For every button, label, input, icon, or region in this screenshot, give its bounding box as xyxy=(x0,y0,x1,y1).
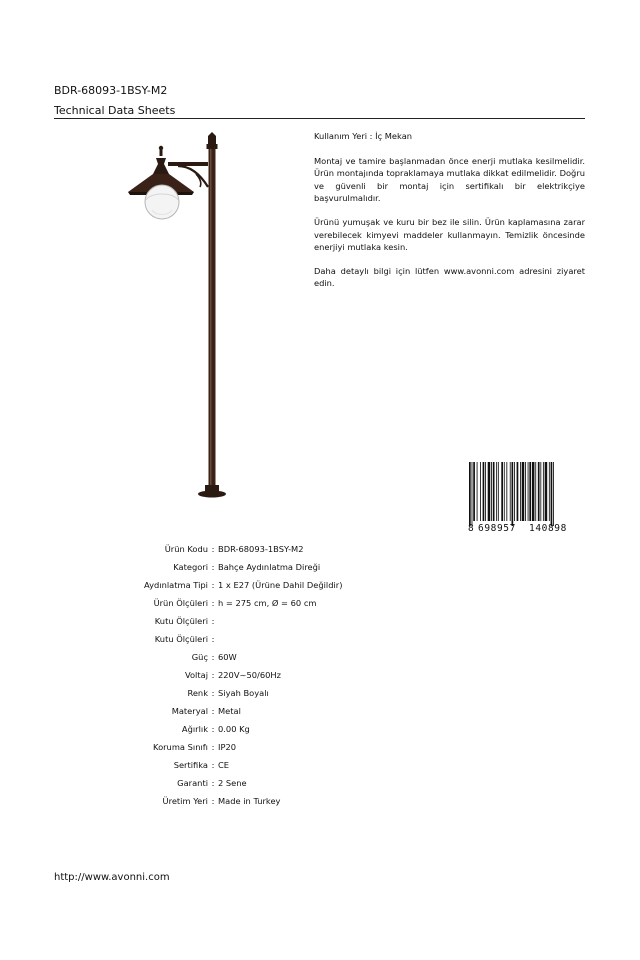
spec-label: Kategori xyxy=(173,562,208,572)
spec-label: Garanti xyxy=(177,778,208,788)
spec-row-category xyxy=(60,562,342,580)
spec-separator: : xyxy=(211,796,215,806)
spec-label: Ürün Ölçüleri xyxy=(153,598,208,608)
barcode-bar xyxy=(551,462,553,526)
barcode-bar xyxy=(512,462,514,526)
safety-paragraph: Montaj ve tamire başlanmadan önce enerji mutlaka kesilmelidir. Ürün montajında topraklamaya mutlaka dikkat edilmelidir. Doğru ve güvenli bir montaj için sertifikalı bir elektrikçiye başvurulmalıdır. xyxy=(314,155,585,204)
barcode-bar xyxy=(472,462,473,526)
barcode-bar xyxy=(510,462,511,521)
spec-label: Aydınlatma Tipi xyxy=(144,580,208,590)
spec-separator: : xyxy=(211,616,215,626)
spec-label: Kutu Ölçüleri xyxy=(154,634,208,644)
barcode-bar xyxy=(514,462,515,521)
header-divider xyxy=(54,118,585,119)
spec-value: 0.00 Kg xyxy=(218,724,250,734)
spec-row-protection-class xyxy=(60,742,342,760)
spec-row-product-code xyxy=(60,544,342,562)
barcode-bar xyxy=(529,462,531,521)
barcode-bar xyxy=(528,462,529,521)
barcode-bar xyxy=(498,462,499,521)
barcode-bars xyxy=(469,462,554,526)
spec-separator: : xyxy=(211,742,215,752)
spec-value: 1 x E27 (Ürüne Dahil Değildir) xyxy=(218,580,343,590)
barcode-bar xyxy=(553,462,554,526)
spec-row-power xyxy=(60,652,342,670)
cleaning-paragraph: Ürünü yumuşak ve kuru bir bez ile silin. Ürün kaplamasına zarar verebilecek kimyevi maddeler kullanmayın. Temizlik öncesinde enerjiyi mutlaka kesin. xyxy=(314,216,585,253)
barcode-bar xyxy=(535,462,536,521)
spec-value: 2 Sene xyxy=(218,778,247,788)
spec-value: Metal xyxy=(218,706,241,716)
spec-label: Materyal xyxy=(171,706,208,716)
barcode-bar xyxy=(549,462,550,521)
barcode-bar xyxy=(525,462,526,521)
barcode-bar xyxy=(469,462,471,526)
usage-location: Kullanım Yeri : İç Mekan xyxy=(314,131,413,141)
barcode-bar xyxy=(496,462,497,521)
spec-value: 60W xyxy=(218,652,237,662)
product-info-text xyxy=(314,130,585,301)
spec-separator: : xyxy=(211,670,215,680)
barcode-bar xyxy=(477,462,478,521)
spec-value: BDR-68093-1BSY-M2 xyxy=(218,544,304,554)
spec-row-box-dimensions xyxy=(60,616,342,634)
barcode-bar xyxy=(520,462,521,521)
spec-label: Üretim Yeri xyxy=(162,796,208,806)
spec-separator: : xyxy=(211,634,215,644)
spec-row-box-dimensions-2 xyxy=(60,634,342,652)
barcode-bar xyxy=(532,462,535,521)
spec-table xyxy=(60,544,342,814)
spec-separator: : xyxy=(211,778,215,788)
spec-separator: : xyxy=(211,544,215,554)
barcode-bar xyxy=(538,462,540,521)
spec-label: Güç xyxy=(191,652,208,662)
spec-label: Kutu Ölçüleri xyxy=(154,616,208,626)
spec-label: Koruma Sınıfı xyxy=(153,742,208,752)
barcode xyxy=(465,462,585,534)
product-code-heading: BDR-68093-1BSY-M2 xyxy=(54,84,168,97)
barcode-bar xyxy=(485,462,486,521)
barcode-bar xyxy=(483,462,485,521)
barcode-bar xyxy=(493,462,495,521)
spec-row-lighting-type xyxy=(60,580,342,598)
barcode-digits-right: 140898 xyxy=(529,523,567,534)
barcode-bar xyxy=(473,462,475,521)
spec-label: Voltaj xyxy=(184,670,208,680)
barcode-bar xyxy=(488,462,491,521)
website-paragraph: Daha detaylı bilgi için lütfen www.avonni.com adresini ziyaret edin. xyxy=(314,265,585,289)
document-subtitle: Technical Data Sheets xyxy=(54,104,176,117)
spec-separator: : xyxy=(211,706,215,716)
spec-value: Siyah Boyalı xyxy=(218,688,269,698)
spec-row-warranty xyxy=(60,778,342,796)
footer-website-link[interactable]: http://www.avonni.com xyxy=(54,872,170,883)
spec-separator: : xyxy=(211,580,215,590)
spec-value: 220V~50/60Hz xyxy=(218,670,281,680)
barcode-digit-first: 8 xyxy=(468,523,474,534)
barcode-bar xyxy=(540,462,541,521)
barcode-bar xyxy=(517,462,519,521)
barcode-bar xyxy=(501,462,503,521)
spec-separator: : xyxy=(211,688,215,698)
spec-value: CE xyxy=(218,760,230,770)
barcode-bar xyxy=(480,462,481,521)
spec-label: Renk xyxy=(187,688,208,698)
spec-row-voltage xyxy=(60,670,342,688)
barcode-bar xyxy=(504,462,505,521)
barcode-bar xyxy=(506,462,507,521)
spec-value: Made in Turkey xyxy=(218,796,281,806)
spec-row-weight xyxy=(60,724,342,742)
spec-row-color xyxy=(60,688,342,706)
lamp-post-image xyxy=(120,130,240,502)
barcode-digits-left: 698957 xyxy=(478,523,516,534)
spec-row-certificate xyxy=(60,760,342,778)
spec-value: h = 275 cm, Ø = 60 cm xyxy=(218,598,317,608)
spec-label: Sertifika xyxy=(173,760,208,770)
spec-separator: : xyxy=(211,724,215,734)
barcode-bar xyxy=(491,462,492,521)
spec-value: Bahçe Aydınlatma Direği xyxy=(218,562,321,572)
spec-separator: : xyxy=(211,562,215,572)
spec-row-product-dimensions xyxy=(60,598,342,616)
spec-row-origin xyxy=(60,796,342,814)
spec-separator: : xyxy=(211,652,215,662)
spec-row-material xyxy=(60,706,342,724)
spec-label: Ürün Kodu xyxy=(164,544,208,554)
spec-separator: : xyxy=(211,760,215,770)
spec-value: IP20 xyxy=(218,742,237,752)
spec-label: Ağırlık xyxy=(181,724,208,734)
barcode-bar xyxy=(522,462,525,521)
barcode-bar xyxy=(543,462,544,521)
spec-separator: : xyxy=(211,598,215,608)
barcode-bar xyxy=(545,462,548,521)
